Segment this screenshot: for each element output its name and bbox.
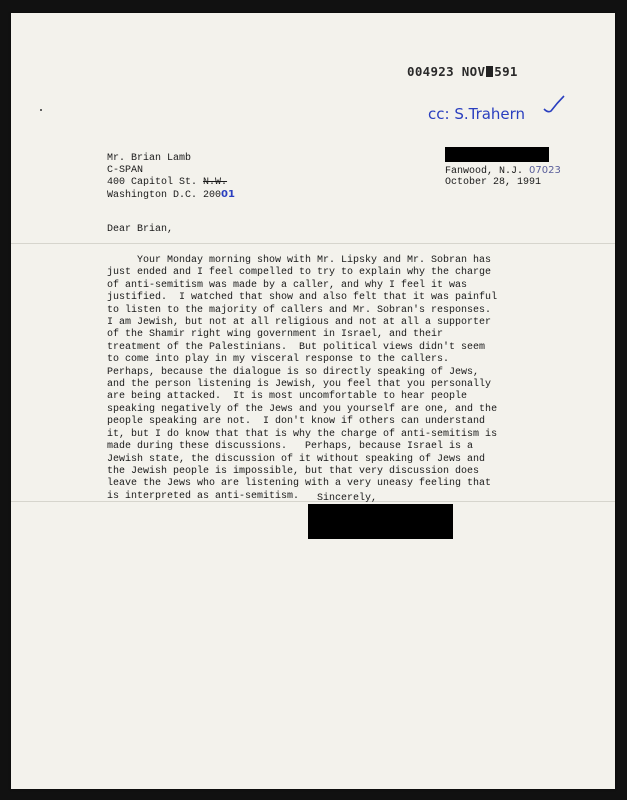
body-line: of the Shamir right wing government in Israel, and their [107, 329, 444, 341]
stamp-day: 591 [494, 64, 518, 79]
body-line: it, but I do know that that is why the charge of anti-semitism is [107, 428, 498, 440]
body-line: of anti-semitism was made by a caller, and why I feel it was [107, 279, 468, 291]
body-line: and the person listening is Jewish, you feel that you personally [107, 379, 492, 391]
street-struck-text: N.W. [203, 177, 228, 188]
body-line: are being attacked. It is most uncomfortable to hear people [107, 391, 468, 403]
body-line: to listen to the majority of callers and Mr. Sobran's responses. [107, 304, 492, 316]
body-line: just ended and I feel compelled to try to explain why the charge [107, 267, 492, 279]
body-line: to come into play in my visceral response to the callers. [107, 354, 450, 366]
sender-zip-handwritten: 07023 [529, 165, 561, 176]
body-line: speaking negatively of the Jews and you yourself are one, and the [107, 403, 498, 415]
redacted-signature [308, 504, 453, 539]
letter-body [107, 255, 557, 503]
body-line: treatment of the Palestinians. But political views didn't seem [107, 341, 486, 353]
sender-city-text: Fanwood, N.J. [445, 166, 524, 177]
letter-page [11, 13, 615, 789]
street-text: 400 Capitol St. [107, 177, 198, 188]
recipient-street [107, 177, 227, 189]
received-stamp [407, 66, 518, 78]
check-mark [542, 93, 566, 117]
body-line: leave the Jews who are listening with a very uneasy feeling that [107, 478, 492, 490]
body-line: justified. I watched that show and also felt that it was painful [107, 292, 498, 304]
cc-note: cc: S.Trahern [428, 105, 526, 123]
city-text: Washington D.C. 200 [107, 190, 222, 201]
body-line: is interpreted as anti-semitism. [107, 490, 300, 502]
body-line: Your Monday morning show with Mr. Lipsky and Mr. Sobran has [107, 255, 492, 266]
body-line: Perhaps, because the dialogue is so directly speaking of Jews, [107, 366, 480, 378]
body-line: I am Jewish, but not at all religious and not at all a supporter [107, 317, 492, 329]
recipient-city [107, 189, 235, 202]
closing: Sincerely, [317, 493, 378, 504]
stamp-month: NOV [461, 64, 486, 79]
stamp-number: 004923 [407, 64, 454, 79]
body-line: people speaking are not. I don't know if others can understand [107, 416, 486, 428]
letter-date: October 28, 1991 [445, 177, 542, 188]
body-line: made during these discussions. Perhaps, because Israel is a [107, 441, 474, 453]
speck [40, 109, 42, 111]
salutation: Dear Brian, [107, 224, 174, 235]
body-line: Jewish state, the discussion of it without speaking of Jews and [107, 453, 486, 465]
redacted-sender-name [445, 147, 549, 162]
fold-line [11, 243, 615, 244]
recipient-org: C-SPAN [107, 165, 144, 176]
zip-correction: 01 [221, 189, 235, 200]
body-line: the Jewish people is impossible, but that very discussion does [107, 465, 480, 477]
recipient-name: Mr. Brian Lamb [107, 153, 192, 164]
